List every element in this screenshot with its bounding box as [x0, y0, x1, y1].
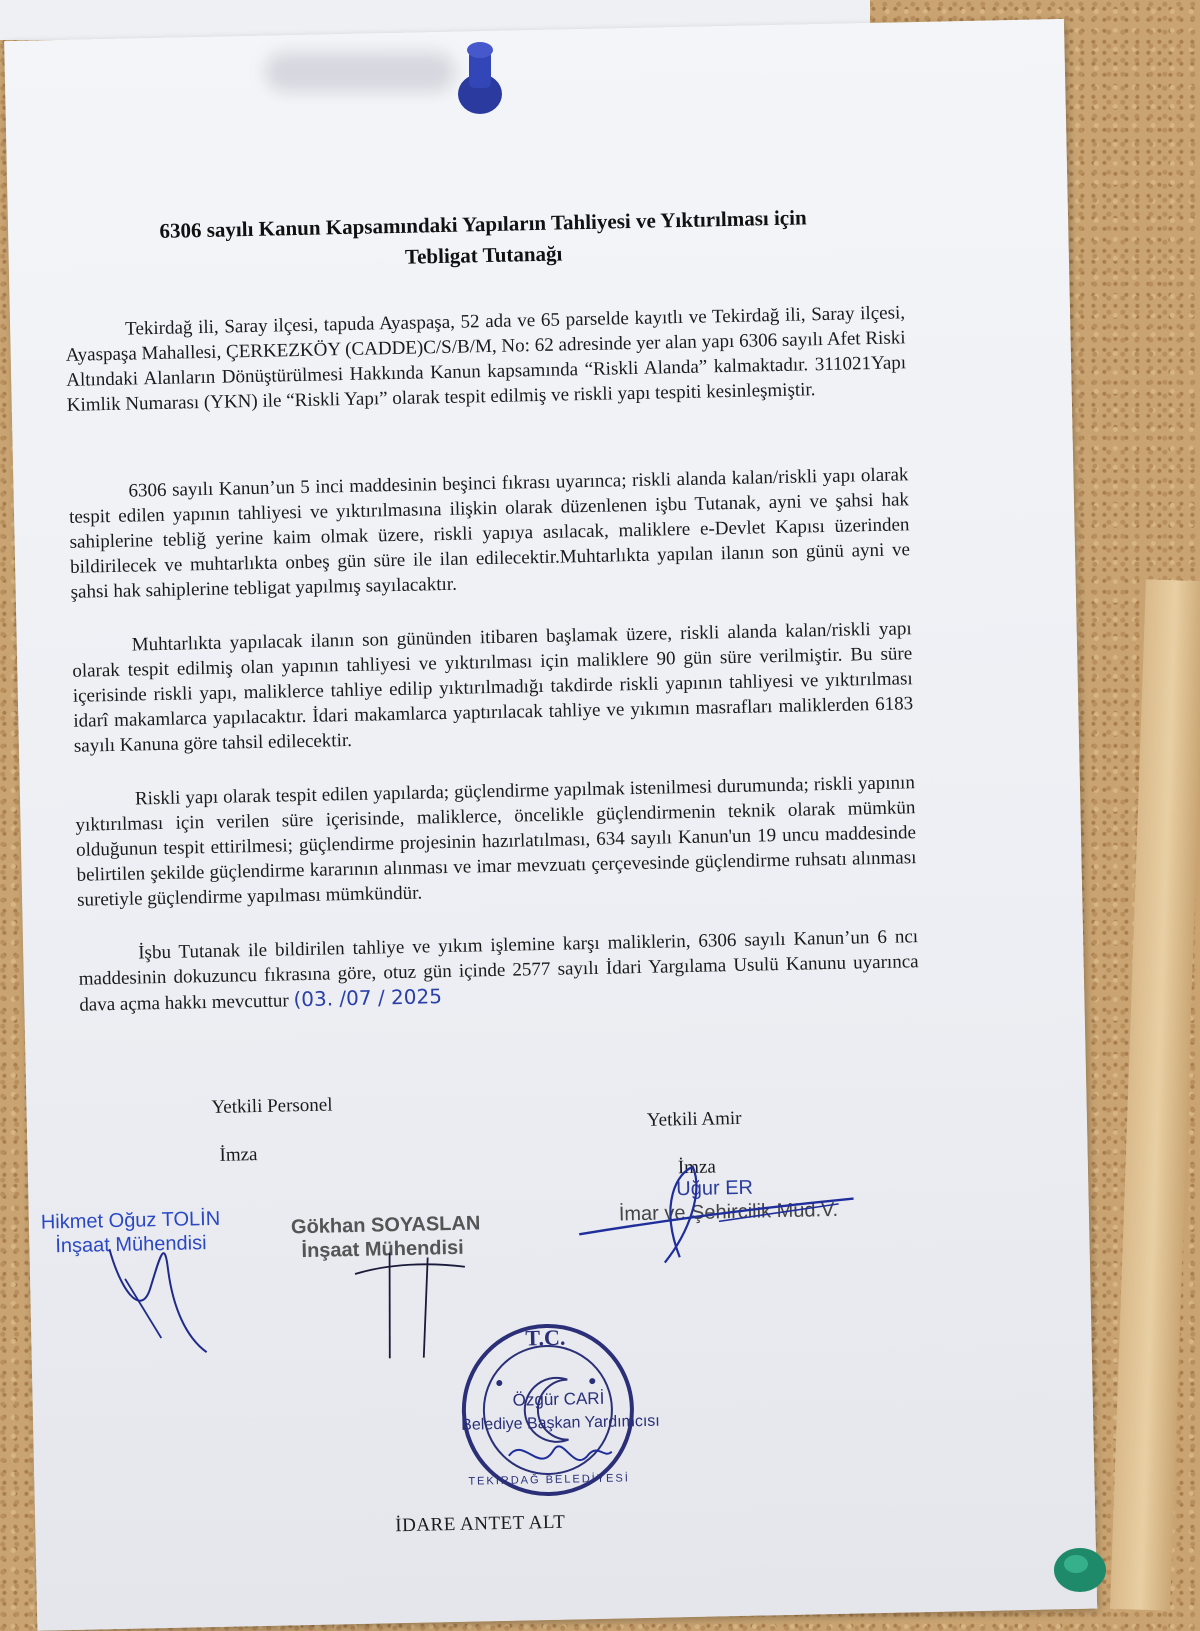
stamp-ring-text: TEKİRDAĞ BELEDİYESİ: [468, 1472, 630, 1488]
paragraph-1-text: Tekirdağ ili, Saray ilçesi, tapuda Ayaspaşa, 52 ada ve 65 parselde kayıtlı ve Tekirdağ ili, Saray ilçesi, Ayaspaşa Mahallesi, ÇERKEZKÖY (CADDE)C/S/B/M, No: 62 adresinde yer alan yapı 6306 sayılı Afet Riski Altındaki Alanların Dönüştürülmesi Hakkında Kanun kapsamında “Riskli Alanda” kalmaktadır. 311021Yapı Kimlik Numarası (YKN) ile “Riskli Yapı” olarak tespit edilmiş ve riskli yapı tespiti kesinleşmiştir.: [65, 302, 907, 416]
paragraph-2: [68, 462, 910, 605]
stamp-tc: T.C.: [525, 1324, 566, 1351]
paragraph-5-text: İşbu Tutanak ile bildirilen tahliye ve yıkım işlemine karşı maliklerin, 6306 sayılı Kanun’un 6 ncı maddesinin dokuzuncu fıkrasına göre, otuz gün içinde 2577 sayılı İdari Yargılama Usulü Kanunu uyarınca dava açma hakkı mevcuttur: [78, 926, 919, 1016]
manager-name: Uğur ER: [676, 1176, 754, 1201]
manager-label: Yetkili Amir: [646, 1107, 742, 1131]
paragraph-3: [72, 616, 914, 759]
signer-2-name: Gökhan SOYASLAN: [290, 1212, 481, 1239]
title-line-2: Tebligat Tutanağı: [404, 241, 563, 269]
paragraph-1: [65, 300, 907, 418]
stamp-person-name: Özgür CARİ: [512, 1388, 605, 1410]
signature-2-icon: [349, 1232, 472, 1364]
manager-sign-label: İmza: [677, 1156, 717, 1179]
document-title: [8, 199, 959, 281]
signer-1-title: İnşaat Mühendisi: [55, 1232, 207, 1258]
handwritten-date: (03. /07 / 2025: [293, 984, 443, 1012]
signer-2-title: İnşaat Mühendisi: [301, 1236, 464, 1263]
manager-title: İmar ve Şehircilik Müd.V.: [618, 1198, 839, 1226]
green-push-pin-icon: [1050, 1540, 1110, 1600]
personnel-label: Yetkili Personel: [211, 1094, 333, 1118]
paragraph-4: [75, 770, 917, 913]
paragraph-4-text: Riskli yapı olarak tespit edilen yapılarda; güçlendirme yapılmak istenilmesi durumunda; riskli yapının yıktırılması için verilen süre içerisinde, maliklerce, öncelikle güçlendirmenin teknik olarak mümkün olduğunun tespit ettirilmesi; güçlendirme projesinin hazırlatılması, 634 sayılı Kanun'un 19 uncu maddesinde belirtilen şekilde güçlendirme kararının alınması ve imar mevzuatı çerçevesinde güçlendirme ruhsatı alınması suretiyle güçlendirme yapılması mümkündür.: [75, 772, 917, 911]
paragraph-3-text: Muhtarlıkta yapılacak ilanın son gününden itibaren başlamak üzere, riskli alanda kalan/riskli yapı olarak tespit edilmiş olan yapının tahliyesi ve yıktırılması için maliklere 90 gün süre verilmiştir. Bu süre içerisinde riskli yapı, maliklerce tahliye edilip yıktırılmadığı takdirde riskli yapının tahliyesi ve yıktırılması idarî makamlarca yapılacaktır. İdari makamlarca yaptırılacak tahliye ve yıkımın masrafları maliklerden 6183 sayılı Kanuna göre tahsil edilecektir.: [72, 618, 914, 757]
signer-1-name: Hikmet Oğuz TOLİN: [40, 1207, 221, 1234]
pin-shadow: [265, 52, 455, 92]
paragraph-2-text: 6306 sayılı Kanun’un 5 inci maddesinin beşinci fıkrası uyarınca; riskli alanda kalan/riskli yapı olarak tespit edilen yapının tahliyesi ve yıktırılmasına ilişkin olarak düzenlenen işbu Tutanak, ayni ve şahsi hak sahiplerine tebliğ yerine kaim olmak üzere, riskli yapıya asılacak, maliklere e-Devlet Kapısı üzerinden bildirilecek ve muhtarlıkta onbeş gün süre ile ilan edilecektir.Muhtarlıkta yapılan ilanın son günü ayni ve şahsi hak sahiplerine tebligat yapılmış sayılacaktır.: [68, 464, 911, 603]
wooden-frame: [1110, 579, 1200, 1610]
footer-text: İDARE ANTET ALT: [395, 1511, 566, 1537]
push-pin-icon: [455, 36, 505, 126]
stamp-signature-icon: [503, 1424, 614, 1486]
notice-paper: [4, 19, 1097, 1631]
paragraph-5: [78, 924, 919, 1018]
personnel-sign-label: İmza: [219, 1144, 258, 1166]
manager-signature-icon: [568, 1158, 860, 1274]
stamp-person-title: Belediye Başkan Yardımcısı: [461, 1412, 660, 1434]
title-line-1: 6306 sayılı Kanun Kapsamındaki Yapıların Tahliyesi ve Yıktırılması için: [159, 205, 807, 243]
signature-1-icon: [89, 1227, 222, 1360]
